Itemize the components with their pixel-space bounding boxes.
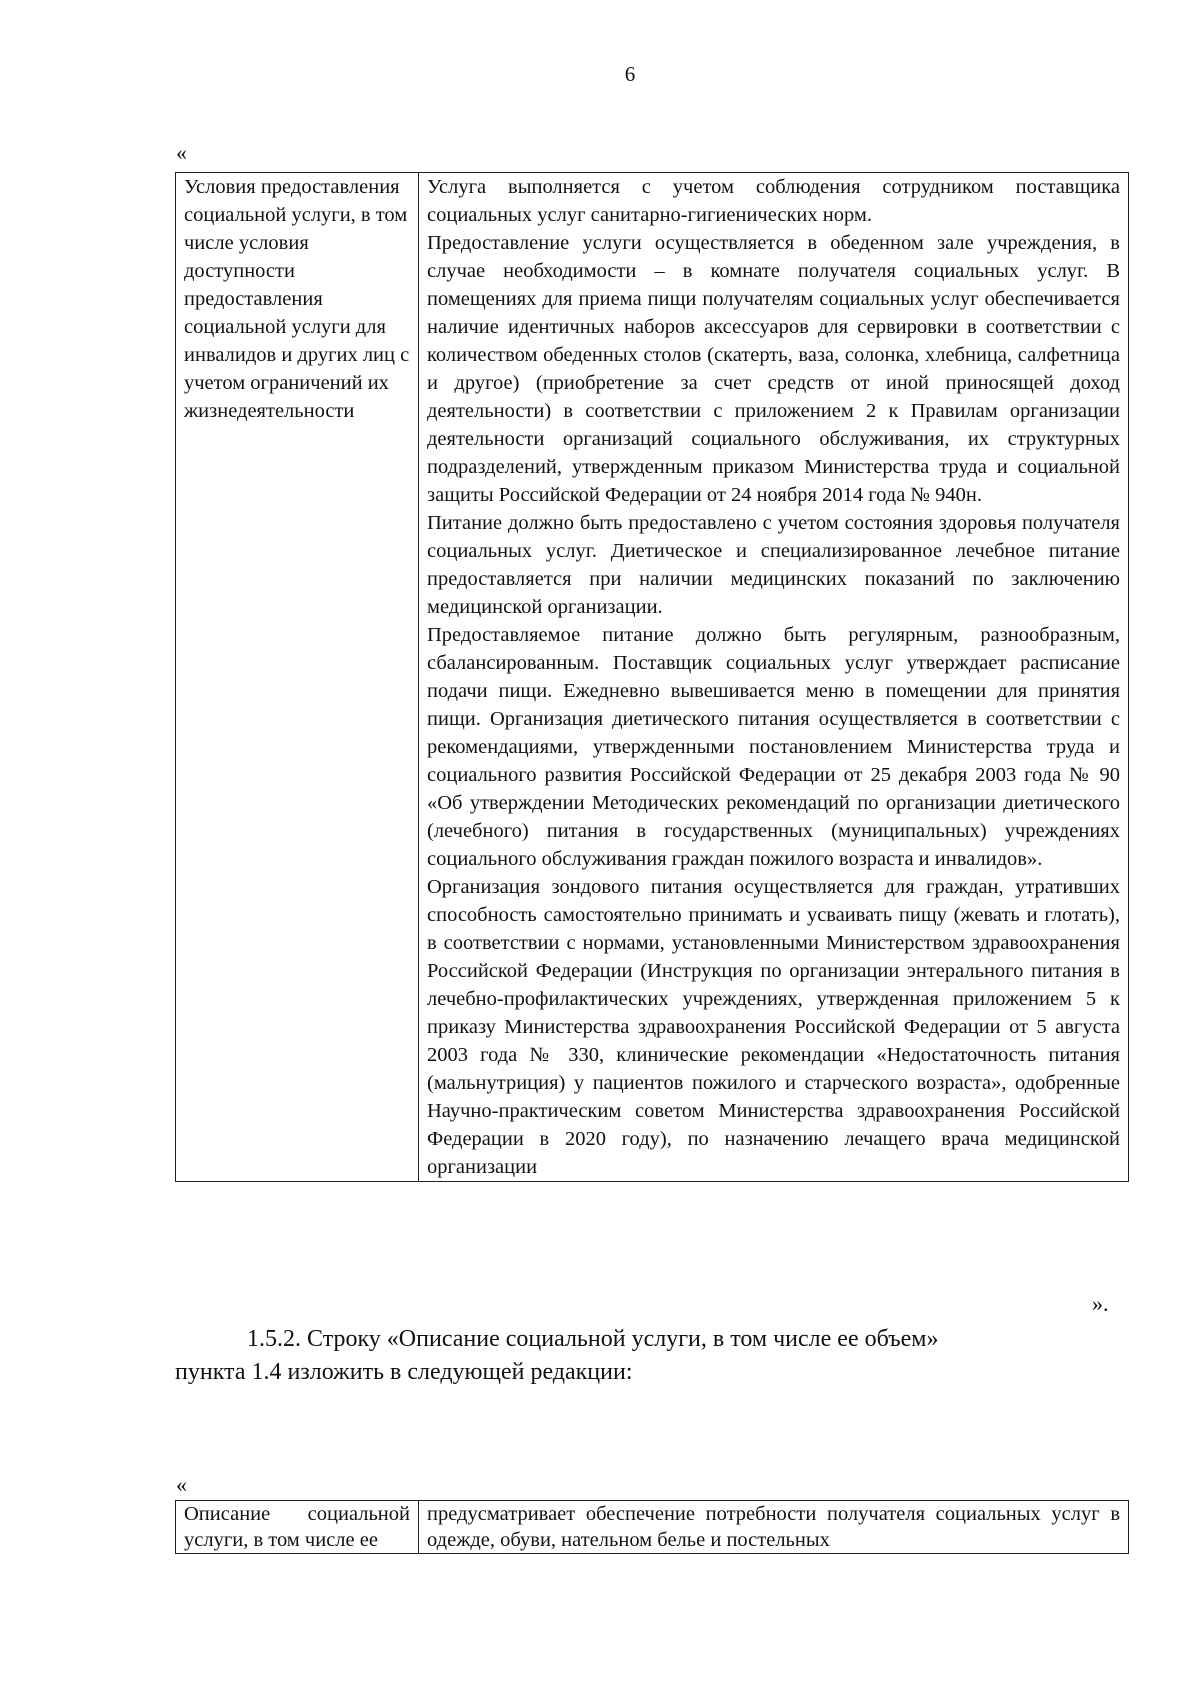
paragraph-diet-menu: Предоставляемое питание должно быть регулярным, разнообразным, сбалансированным. Поставщик социальных услуг утверждает расписание подачи пищи. Ежедневно вывешивается меню в помещении для принятия пищи. Организация диетического питания осуществляется в соответствии с рекомендациями, утвержденными постановлением Министерства труда и социального развития Российской Федерации от 25 декабря 2003 года № 90 «Об утверждении Методических рекомендаций по организации диетического (лечебного) питания в государственных (муниципальных) учреждениях социального обслуживания граждан пожилого возраста и инвалидов». xyxy=(427,624,1120,870)
quote-open-2: « xyxy=(176,1472,187,1497)
table-row xyxy=(176,1501,1129,1554)
quote-close-1: ». xyxy=(1092,1291,1109,1316)
paragraph-health-nutrition: Питание должно быть предоставлено с учетом состояния здоровья получателя социальных услуг. Диетическое и специализированное лечебное питание предоставляется при наличии медицинских показаний по заключению медицинской организации. xyxy=(427,512,1120,618)
section-heading-line-2: пункта 1.4 изложить в следующей редакции: xyxy=(175,1359,633,1385)
section-heading-line-1: 1.5.2. Строку «Описание социальной услуги, в том числе ее объем» xyxy=(247,1326,939,1352)
table-left-cell xyxy=(176,1501,419,1554)
paragraph-sanitary: Услуга выполняется с учетом соблюдения сотрудником поставщика социальных услуг санитарно-гигиенических норм. xyxy=(427,176,1120,226)
table-left-cell xyxy=(176,173,419,1182)
paragraph-clothing-provision: предусматривает обеспечение потребности получателя социальных услуг в одежде, обуви, нательном белье и постельных xyxy=(427,1503,1120,1551)
description-label: Описание социальной услуги, в том числе ее xyxy=(184,1503,410,1551)
conditions-label: Условия предоставления социальной услуги, в том числе условия доступности предоставления социальной услуги для инвалидов и других лиц с учетом ограничений их жизнедеятельности xyxy=(184,176,410,422)
service-conditions-table xyxy=(175,172,1129,1182)
table-row xyxy=(176,173,1129,1182)
table-right-cell xyxy=(419,173,1129,1182)
paragraph-tube-feeding: Организация зондового питания осуществляется для граждан, утративших способность самостоятельно принимать и усваивать пищу (жевать и глотать), в соответствии с нормами, установленными Министерством здравоохранения Российской Федерации (Инструкция по организации энтерального питания в лечебно-профилактических учреждениях, утвержденная приложением 5 к приказу Министерства здравоохранения Российской Федерации от 5 августа 2003 года № 330, клинические рекомендации «Недостаточность питания (мальнутриция) у пациентов пожилого и старческого возраста», одобренные Научно-практическим советом Министерства здравоохранения Российской Федерации в 2020 году), по назначению лечащего врача медицинской организации xyxy=(427,876,1120,1178)
service-description-table xyxy=(175,1500,1129,1554)
quote-open-1: « xyxy=(176,140,187,165)
page-number: 6 xyxy=(624,62,636,86)
paragraph-dining-hall: Предоставление услуги осуществляется в обеденном зале учреждения, в случае необходимости – в комнате получателя социальных услуг. В помещениях для приема пищи получателям социальных услуг обеспечивается наличие идентичных наборов аксессуаров для сервировки в соответствии с количеством обеденных столов (скатерть, ваза, солонка, хлебница, салфетница и другое) (приобретение за счет средств от иной приносящей доход деятельности) в соответствии с приложением 2 к Правилам организации деятельности организаций социального обслуживания, их структурных подразделений, утвержденным приказом Министерства труда и социальной защиты Российской Федерации от 24 ноября 2014 года № 940н. xyxy=(427,232,1120,506)
table-right-cell xyxy=(419,1501,1129,1554)
